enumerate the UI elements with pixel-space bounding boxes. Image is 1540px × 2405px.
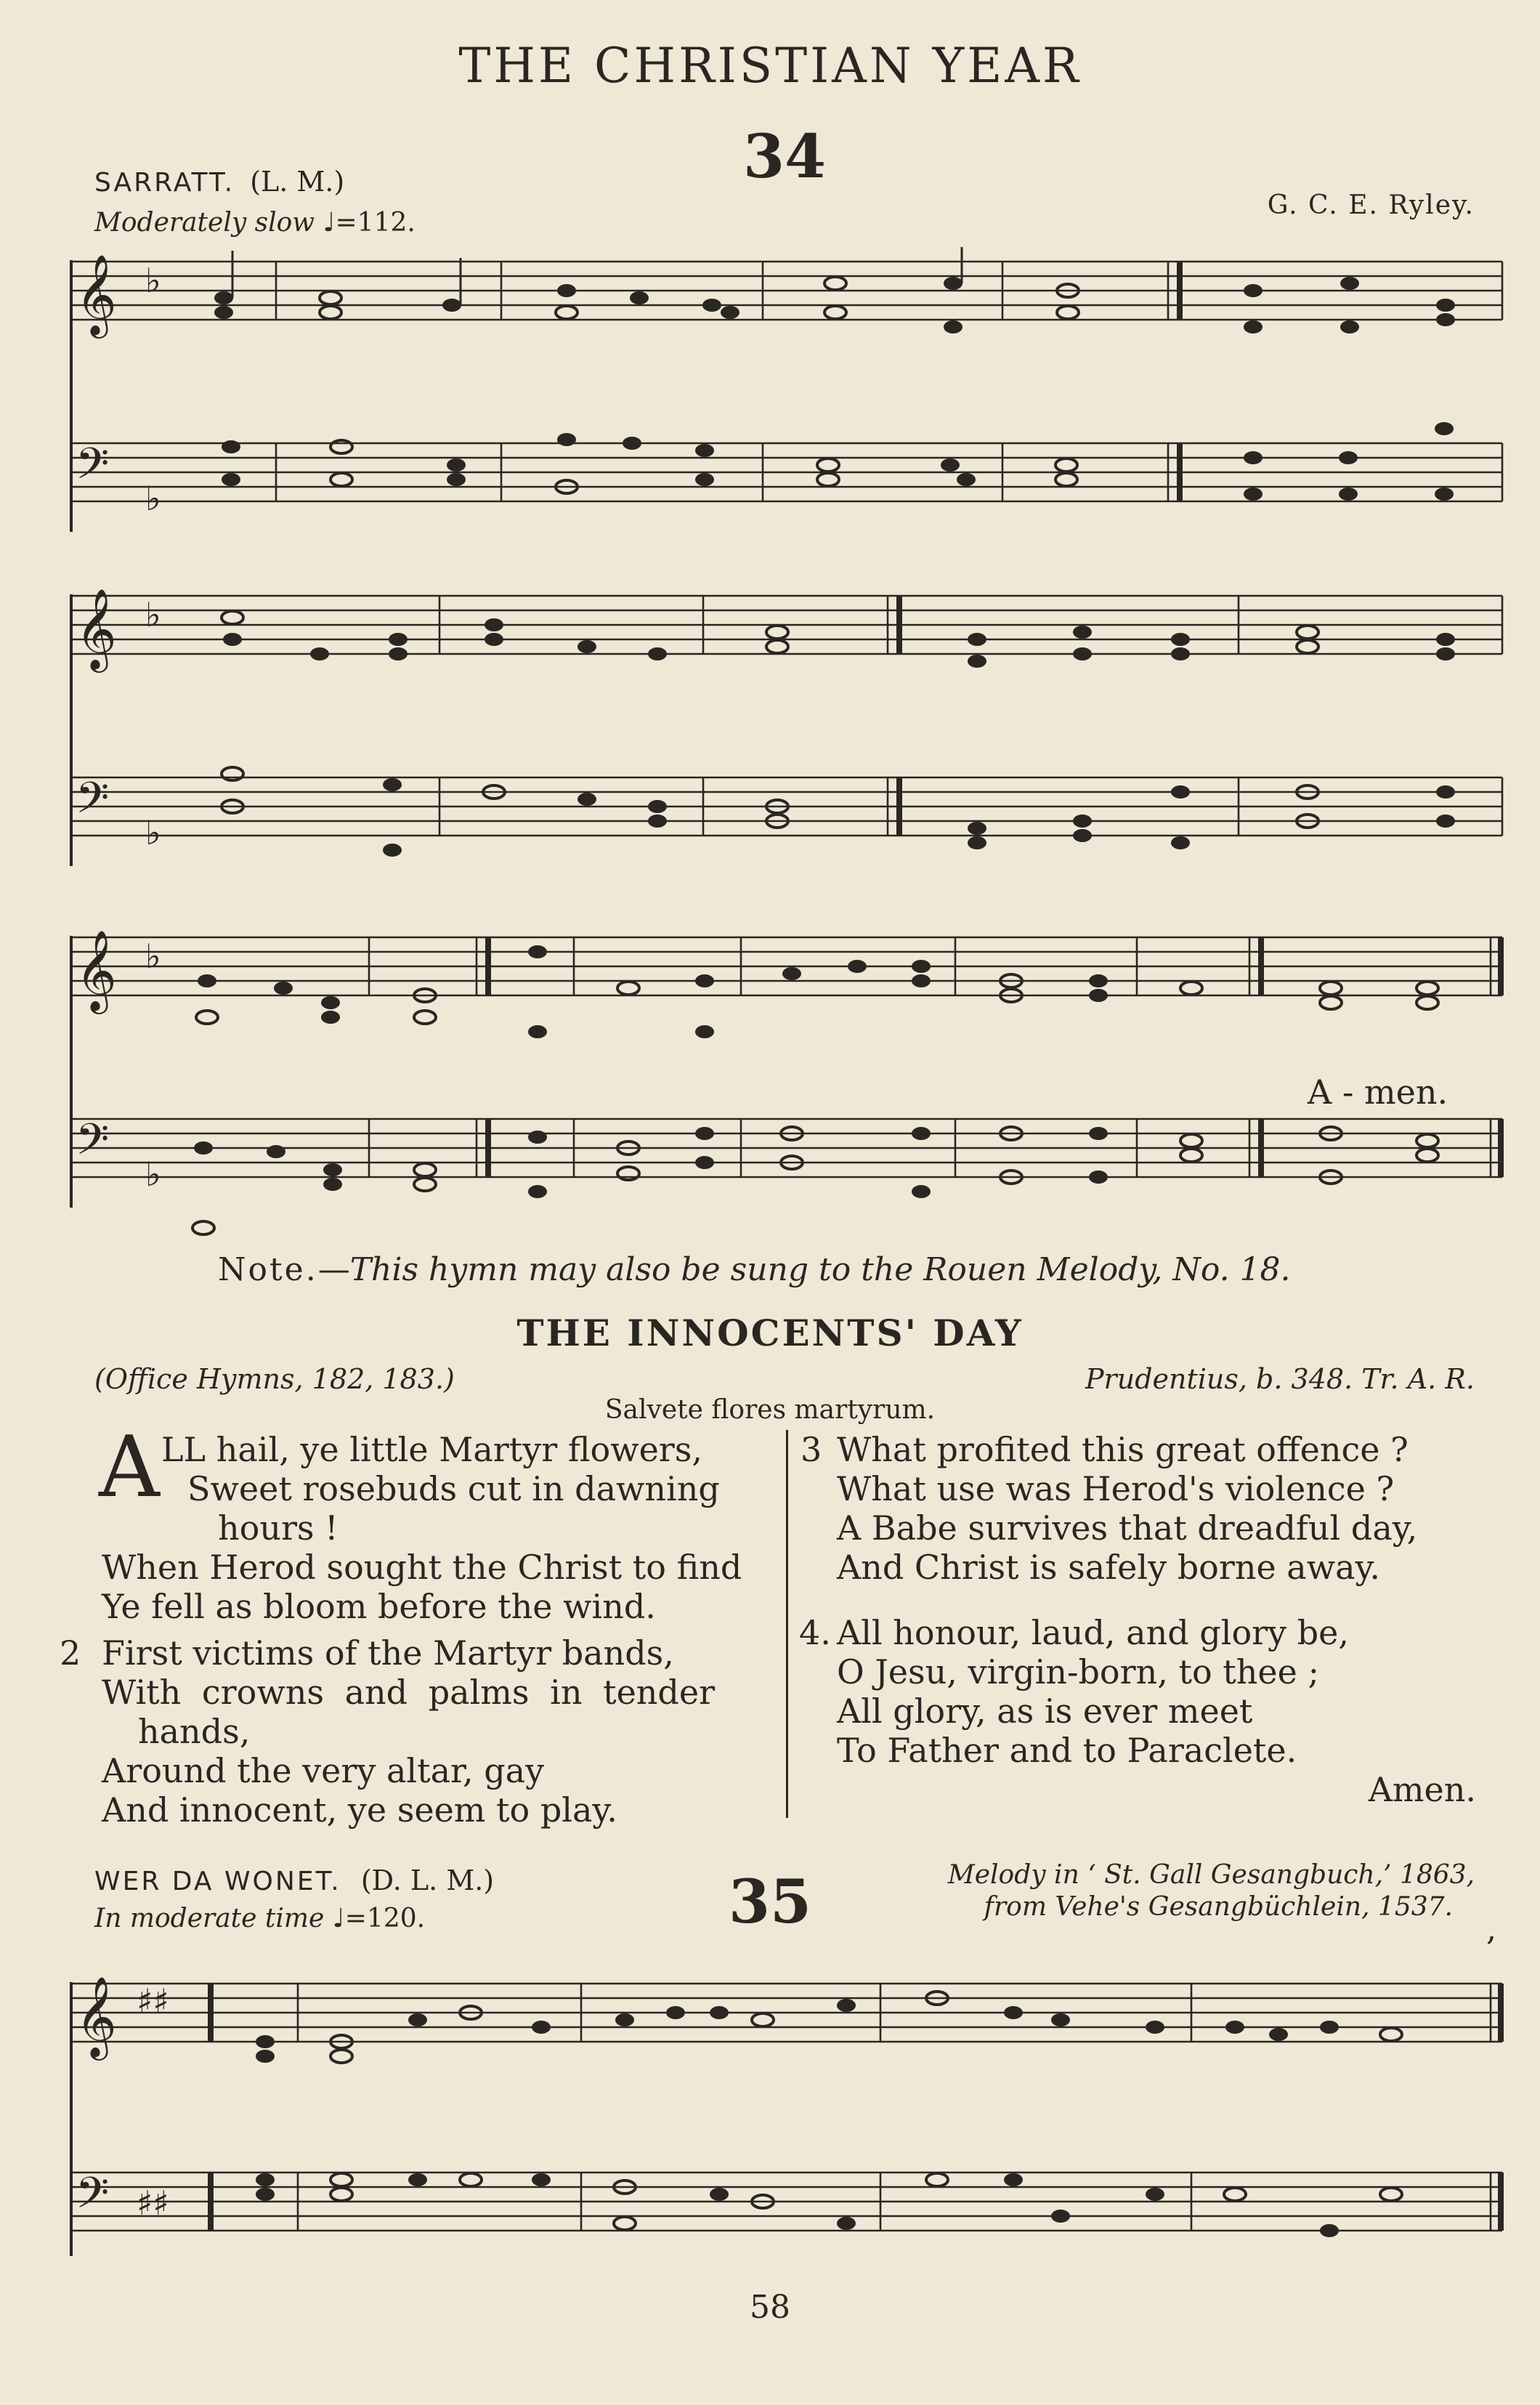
tempo-text-34: Moderately slow (94, 208, 315, 238)
verse-line: And Christ is safely borne away. (837, 1548, 1381, 1587)
verse-2 (60, 1633, 770, 1830)
treble-staff (73, 254, 1502, 339)
verse-column-right (799, 1430, 1476, 1809)
bass-staff (73, 438, 1502, 518)
verse-column-left (60, 1418, 770, 1830)
amen-lyric-34: A - men. (1308, 1072, 1448, 1112)
flat-key-signature-icon: ♭ (145, 1155, 161, 1194)
flat-key-signature-icon: ♭ (145, 937, 161, 976)
tempo-marking-34 (94, 208, 416, 238)
verse-line: A Babe survives that dreadful day, (837, 1508, 1418, 1548)
verse-number: 3 (801, 1430, 822, 1469)
meter-34: (L. M.) (250, 166, 345, 198)
crotchet-icon: ♩ (332, 1904, 345, 1933)
source-35-line2: from Vehe's Gesangbüchlein, 1537. (984, 1892, 1453, 1922)
tempo-value-34: =112. (335, 208, 416, 238)
verse-line (799, 1613, 1476, 1652)
music-system-35-1 (0, 1933, 1540, 2267)
notes (256, 1992, 1402, 2237)
note-label: Note. (218, 1251, 318, 1288)
tempo-marking-35 (94, 1904, 425, 1933)
verse-line (60, 1633, 770, 1673)
breath-mark: , (1486, 1911, 1496, 1948)
source-left: (Office Hymns, 182, 183.) (94, 1363, 455, 1395)
flat-key-signature-icon: ♭ (145, 479, 161, 518)
note-dash: — (317, 1251, 350, 1288)
bass-clef-icon: 𝄢 (76, 772, 110, 833)
bass-clef-icon: 𝄢 (76, 438, 110, 499)
page-number: 58 (750, 2289, 790, 2326)
section-title: THE INNOCENTS' DAY (516, 1311, 1024, 1354)
verse-line-text: What profited this great offence ? (837, 1430, 1409, 1469)
verse-line-text: All honour, laud, and glory be, (837, 1613, 1350, 1652)
meter-35: (D. L. M.) (360, 1864, 495, 1896)
notes (222, 611, 1455, 857)
flat-key-signature-icon: ♭ (145, 595, 161, 634)
verse-line: With crowns and palms in tender (102, 1673, 716, 1712)
tempo-text-35: In moderate time (94, 1904, 325, 1933)
barlines (211, 1984, 1501, 2231)
composer-34: G. C. E. Ryley. (1267, 190, 1475, 220)
hymn-note (218, 1251, 1291, 1288)
verse-line: To Father and to Paraclete. (837, 1731, 1297, 1770)
verse-line: Around the very altar, gay (102, 1751, 545, 1790)
verse-line: All glory, as is ever meet (837, 1691, 1253, 1731)
treble-clef-icon: 𝄞 (76, 1976, 117, 2057)
verse-line: O Jesu, virgin-born, to thee ; (837, 1652, 1319, 1691)
notes (214, 247, 1455, 501)
tune-name-35: WER DA WONET. (94, 1867, 341, 1896)
running-head: THE CHRISTIAN YEAR (458, 38, 1082, 94)
verse-line: hours ! (218, 1508, 339, 1548)
flat-key-signature-icon: ♭ (145, 261, 161, 300)
bass-staff (73, 1114, 1502, 1194)
tune-heading-35 (94, 1864, 494, 1896)
tune-name-34: SARRATT. (94, 168, 235, 198)
verse-line: When Herod sought the Christ to find (102, 1548, 742, 1587)
treble-clef-icon: 𝄞 (76, 254, 117, 335)
music-system-34-2 (0, 581, 1540, 901)
bass-clef-icon: 𝄢 (76, 1114, 110, 1175)
verse-line: LL hail, ye little Martyr flowers, (161, 1430, 703, 1469)
verse-number: 2 (60, 1633, 81, 1673)
verse-1 (99, 1418, 770, 1626)
drop-cap: A (99, 1418, 160, 1516)
verse-4 (799, 1613, 1476, 1770)
source-right: Prudentius, b. 348. Tr. A. R. (1085, 1363, 1475, 1395)
note-text: This hymn may also be sung to the Rouen Melody, No. 18. (349, 1251, 1291, 1288)
music-system-34-1 (0, 247, 1540, 567)
treble-staff (73, 1976, 1502, 2061)
amen: Amen. (1368, 1770, 1476, 1809)
tune-heading-34 (94, 166, 344, 198)
treble-clef-icon: 𝄞 (76, 588, 117, 669)
sharp-key-signature-icon: ♯♯ (137, 1981, 169, 2021)
bass-staff (73, 772, 1502, 852)
verse-line: What use was Herod's violence ? (837, 1469, 1395, 1508)
verse-line (801, 1430, 1476, 1469)
bass-staff (73, 2167, 1502, 2231)
verse-line: Ye fell as bloom before the wind. (102, 1587, 656, 1626)
tempo-value-35: =120. (344, 1904, 426, 1933)
verse-3 (801, 1430, 1476, 1587)
crotchet-icon: ♩ (323, 208, 336, 238)
verse-line: Sweet rosebuds cut in dawning (187, 1469, 720, 1508)
verse-number: 4. (799, 1613, 831, 1652)
verse-line: hands, (138, 1712, 251, 1751)
hymn-number-35: 35 (728, 1867, 812, 1937)
hymn-number-34: 34 (742, 122, 827, 192)
sharp-key-signature-icon: ♯♯ (137, 2183, 169, 2223)
notes (192, 945, 1438, 1234)
treble-clef-icon: 𝄞 (76, 929, 117, 1011)
verse-line: And innocent, ye seem to play. (102, 1790, 617, 1830)
column-divider (786, 1430, 788, 1818)
latin-incipit: Salvete flores martyrum. (604, 1395, 936, 1425)
barlines (439, 596, 1502, 836)
flat-key-signature-icon: ♭ (145, 813, 161, 852)
verse-line-text: First victims of the Martyr bands, (102, 1633, 674, 1673)
bass-clef-icon: 𝄢 (76, 2167, 110, 2228)
source-35-line1: Melody in ‘ St. Gall Gesangbuch,’ 1863, (947, 1860, 1475, 1890)
